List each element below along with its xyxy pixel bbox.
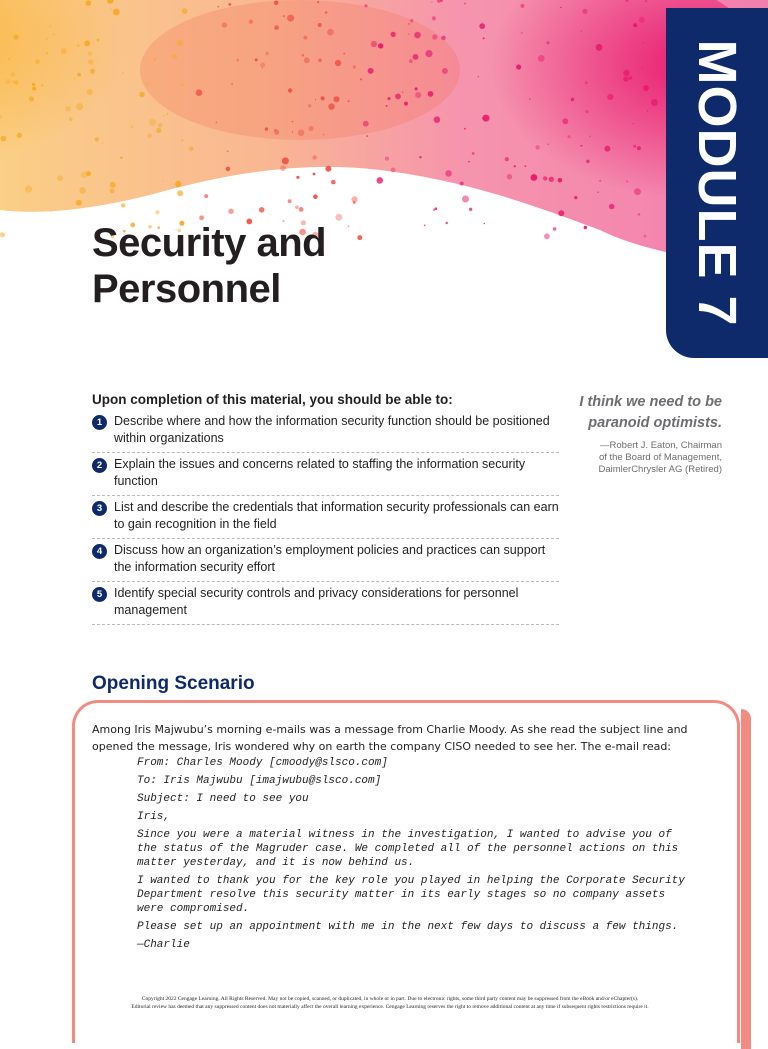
module-tab bbox=[666, 8, 768, 358]
objective-item bbox=[92, 410, 559, 453]
title-line-1: Security and bbox=[92, 221, 327, 265]
objective-number-badge: 5 bbox=[92, 587, 107, 602]
email-greeting: Iris, bbox=[137, 811, 171, 823]
module-label: MODULE 7 bbox=[687, 39, 747, 327]
objective-text: Describe where and how the information security function should be positioned within organizations bbox=[114, 414, 550, 445]
email-to: To: Iris Majwubu [imajwubu@slsco.com] bbox=[137, 775, 382, 787]
email-paragraph: Please set up an appointment with me in the next few days to discuss a few things. bbox=[137, 921, 679, 933]
objective-text: Identify special security controls and privacy considerations for personnel management bbox=[114, 586, 519, 617]
objective-text: List and describe the credentials that information security professionals can earn to gain recognition in the field bbox=[114, 500, 559, 531]
footer-line-1: Copyright 2022 Cengage Learning. All Rights Reserved. May not be copied, scanned, or duplicated, in whole or in part. Due to electronic rights, some third party content may be suppressed from the eBook and/or eChapter(s). bbox=[141, 996, 639, 1002]
attribution-line-1: —Robert J. Eaton, Chairman bbox=[600, 440, 722, 451]
copyright-footer bbox=[60, 995, 720, 1011]
objective-number-badge: 2 bbox=[92, 458, 107, 473]
email-subject: Subject: I need to see you bbox=[137, 793, 309, 805]
scenario-heading: Opening Scenario bbox=[92, 673, 255, 694]
objectives-list bbox=[92, 410, 559, 625]
email-signature: —Charlie bbox=[137, 939, 190, 951]
objective-item bbox=[92, 453, 559, 496]
scenario-intro: Among Iris Majwubu’s morning e-mails was a message from Charlie Moody. As she read the subject line and opened the message, Iris wondered why on earth the company CISO needed to see her. The e-mail read: bbox=[92, 723, 688, 753]
objective-text: Explain the issues and concerns related to staffing the information security function bbox=[114, 457, 526, 488]
attribution-line-2: of the Board of Management, bbox=[598, 452, 722, 463]
attribution-line-3: DaimlerChrysler AG (Retired) bbox=[598, 464, 722, 475]
quote-line-1: I think we need to be bbox=[579, 394, 722, 410]
objective-number-badge: 1 bbox=[92, 415, 107, 430]
page-title bbox=[92, 220, 452, 312]
objective-number-badge: 4 bbox=[92, 544, 107, 559]
email-paragraph: Since you were a material witness in the investigation, I wanted to advise you of the status of the Magruder case. We completed all of the personnel actions on this matter yesterday, and it is now behind us. bbox=[137, 829, 679, 869]
epigraph-quote bbox=[522, 392, 722, 476]
quote-line-2: paranoid optimists. bbox=[588, 415, 722, 431]
objective-text: Discuss how an organization’s employment policies and practices can support the information security effort bbox=[114, 543, 546, 574]
quote-text bbox=[522, 392, 722, 434]
email-from: From: Charles Moody [cmoody@slsco.com] bbox=[137, 757, 388, 769]
objective-item bbox=[92, 539, 559, 582]
objective-number-badge: 3 bbox=[92, 501, 107, 516]
email-paragraph: I wanted to thank you for the key role you played in helping the Corporate Security Department resolve this security matter in its early stages so no company assets were compromised. bbox=[137, 875, 685, 915]
objective-item bbox=[92, 496, 559, 539]
footer-line-2: Editorial review has deemed that any suppressed content does not materially affect the overall learning experience. Cengage Learning reserves the right to remove additional content at any time if subsequent rights restrictions require it. bbox=[131, 1004, 649, 1010]
objectives-heading: Upon completion of this material, you should be able to: bbox=[92, 392, 453, 407]
quote-attribution bbox=[522, 440, 722, 476]
email-body bbox=[137, 756, 697, 956]
objective-item bbox=[92, 582, 559, 625]
title-line-2: Personnel bbox=[92, 267, 281, 311]
